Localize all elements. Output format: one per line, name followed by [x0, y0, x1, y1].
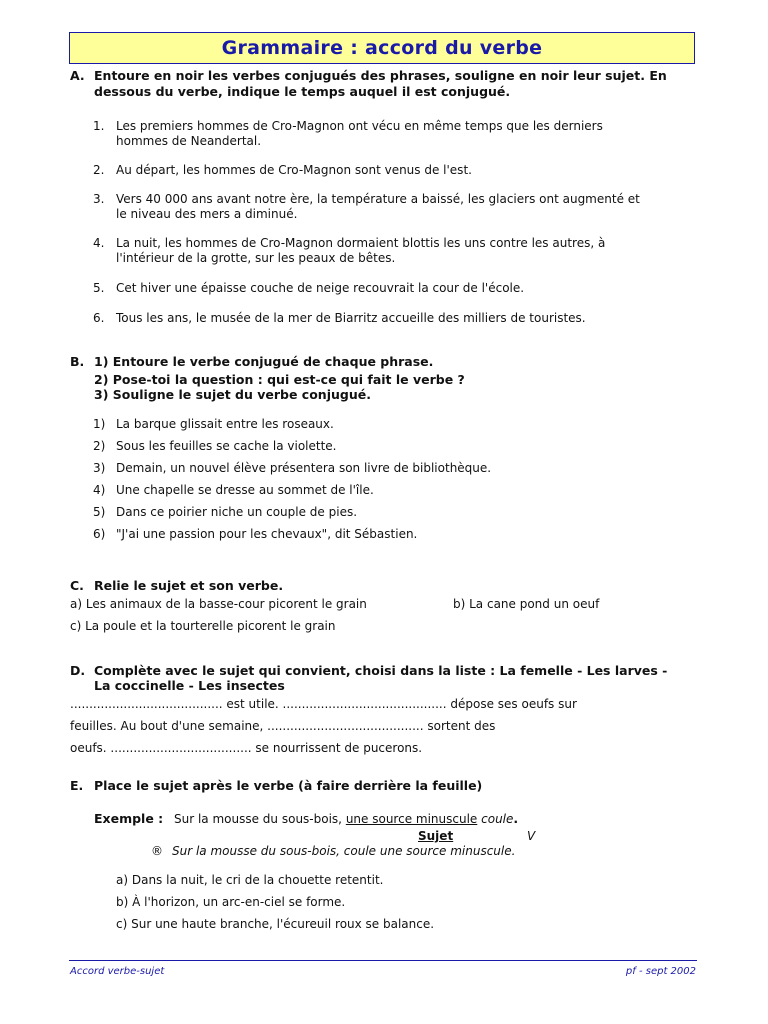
- section-b-line1: 1) Entoure le verbe conjugué de chaque phrase.: [94, 354, 434, 369]
- list-item-number: 1): [93, 417, 106, 431]
- list-item-number: 2.: [93, 163, 105, 177]
- list-item: Sous les feuilles se cache la violette.: [116, 439, 337, 453]
- list-item-line: le niveau des mers a diminué.: [116, 207, 298, 221]
- list-item-line: Les premiers hommes de Cro-Magnon ont vécu en même temps que les derniers: [116, 119, 603, 133]
- list-item: [116, 119, 603, 149]
- section-a-label: A.: [70, 68, 85, 83]
- section-e-item: c) Sur une haute branche, l'écureuil roux se balance.: [116, 917, 435, 931]
- section-e-title: Place le sujet après le verbe (à faire derrière la feuille): [94, 778, 483, 793]
- section-c-item-b: b) La cane pond un oeuf: [453, 597, 600, 611]
- list-item-line: hommes de Neandertal.: [116, 134, 262, 148]
- list-item-number: 5): [93, 505, 106, 519]
- list-item-number: 3): [93, 461, 106, 475]
- section-a-heading: [70, 68, 667, 83]
- list-item: "J'ai une passion pour les chevaux", dit Sébastien.: [116, 527, 418, 541]
- footer-divider: [69, 960, 697, 961]
- list-item-number: 5.: [93, 281, 105, 295]
- list-item-number: 6): [93, 527, 106, 541]
- section-d-text3: oeufs. ..................................... se nourrissent de pucerons.: [70, 741, 423, 755]
- list-item-line: Tous les ans, le musée de la mer de Biarritz accueille des milliers de touristes.: [116, 311, 586, 325]
- list-item-line: Cet hiver une épaisse couche de neige recouvrait la cour de l'école.: [116, 281, 525, 295]
- footer-left: Accord verbe-sujet: [70, 966, 165, 977]
- list-item-number: 4.: [93, 236, 105, 250]
- list-item-number: 1.: [93, 119, 105, 133]
- list-item-number: 3.: [93, 192, 105, 206]
- list-item-number: 2): [93, 439, 106, 453]
- title-box: [69, 32, 695, 64]
- section-c-label: C.: [70, 578, 84, 593]
- transformed-sentence: Sur la mousse du sous-bois, coule une source minuscule.: [172, 844, 516, 858]
- list-item-line: Vers 40 000 ans avant notre ère, la température a baissé, les glaciers ont augmenté et: [116, 192, 640, 206]
- page-title: Grammaire : accord du verbe: [221, 37, 543, 59]
- sujet-label: Sujet: [418, 829, 454, 843]
- list-item: La barque glissait entre les roseaux.: [116, 417, 334, 431]
- section-b-heading: [70, 354, 433, 369]
- section-e-label: E.: [70, 778, 84, 793]
- section-c-title: Relie le sujet et son verbe.: [94, 578, 284, 593]
- list-item: [116, 311, 586, 326]
- example-dot: .: [513, 811, 519, 826]
- list-item: [116, 281, 524, 296]
- section-d-heading: [70, 663, 667, 678]
- section-c-item-a: a) Les animaux de la basse-cour picorent le grain: [70, 597, 367, 611]
- list-item-line: l'intérieur de la grotte, sur les peaux de bêtes.: [116, 251, 396, 265]
- footer-right: pf - sept 2002: [625, 966, 696, 977]
- example-line: [94, 811, 518, 826]
- example-pre: Sur la mousse du sous-bois,: [174, 812, 346, 826]
- list-item: Dans ce poirier niche un couple de pies.: [116, 505, 358, 519]
- section-d-line1: Complète avec le sujet qui convient, choisi dans la liste : La femelle - Les larves -: [94, 663, 668, 678]
- list-item-line: La nuit, les hommes de Cro-Magnon dormaient blottis les uns contre les autres, à: [116, 236, 606, 250]
- list-item: [116, 236, 605, 266]
- section-c-item-c: c) La poule et la tourterelle picorent le grain: [70, 619, 336, 633]
- section-e-item: a) Dans la nuit, le cri de la chouette retentit.: [116, 873, 384, 887]
- section-b-line3: 3) Souligne le sujet du verbe conjugué.: [94, 387, 371, 402]
- section-b-line2: 2) Pose-toi la question : qui est-ce qui fait le verbe ?: [94, 372, 465, 387]
- section-b-label: B.: [70, 354, 85, 369]
- example-subject: une source minuscule: [345, 812, 478, 826]
- example-verb: coule: [481, 812, 514, 826]
- list-item-number: 6.: [93, 311, 105, 325]
- section-e-heading: [70, 778, 482, 793]
- list-item-number: 4): [93, 483, 106, 497]
- arrow-icon: ®: [151, 844, 163, 858]
- section-a-line1: Entoure en noir les verbes conjugués des phrases, souligne en noir leur sujet. En: [94, 68, 667, 83]
- section-a-line2: dessous du verbe, indique le temps auquel il est conjugué.: [94, 84, 511, 99]
- section-d-label: D.: [70, 663, 86, 678]
- list-item: [116, 192, 640, 222]
- section-c-heading: [70, 578, 283, 593]
- section-d-line2: La coccinelle - Les insectes: [94, 678, 285, 693]
- list-item-line: Au départ, les hommes de Cro-Magnon sont venus de l'est.: [116, 163, 472, 177]
- list-item: Demain, un nouvel élève présentera son livre de bibliothèque.: [116, 461, 492, 475]
- list-item: [116, 163, 472, 178]
- transformed-line: [151, 844, 515, 858]
- verb-label: V: [527, 829, 536, 843]
- list-item: Une chapelle se dresse au sommet de l'île.: [116, 483, 374, 497]
- section-d-text1: ........................................ est utile. ........................................... dépose ses oeufs sur: [70, 697, 577, 711]
- section-e-item: b) À l'horizon, un arc-en-ciel se forme.: [116, 895, 346, 909]
- example-label: Exemple :: [94, 811, 164, 826]
- section-d-text2: feuilles. Au bout d'une semaine, ......................................... sortent des: [70, 719, 496, 733]
